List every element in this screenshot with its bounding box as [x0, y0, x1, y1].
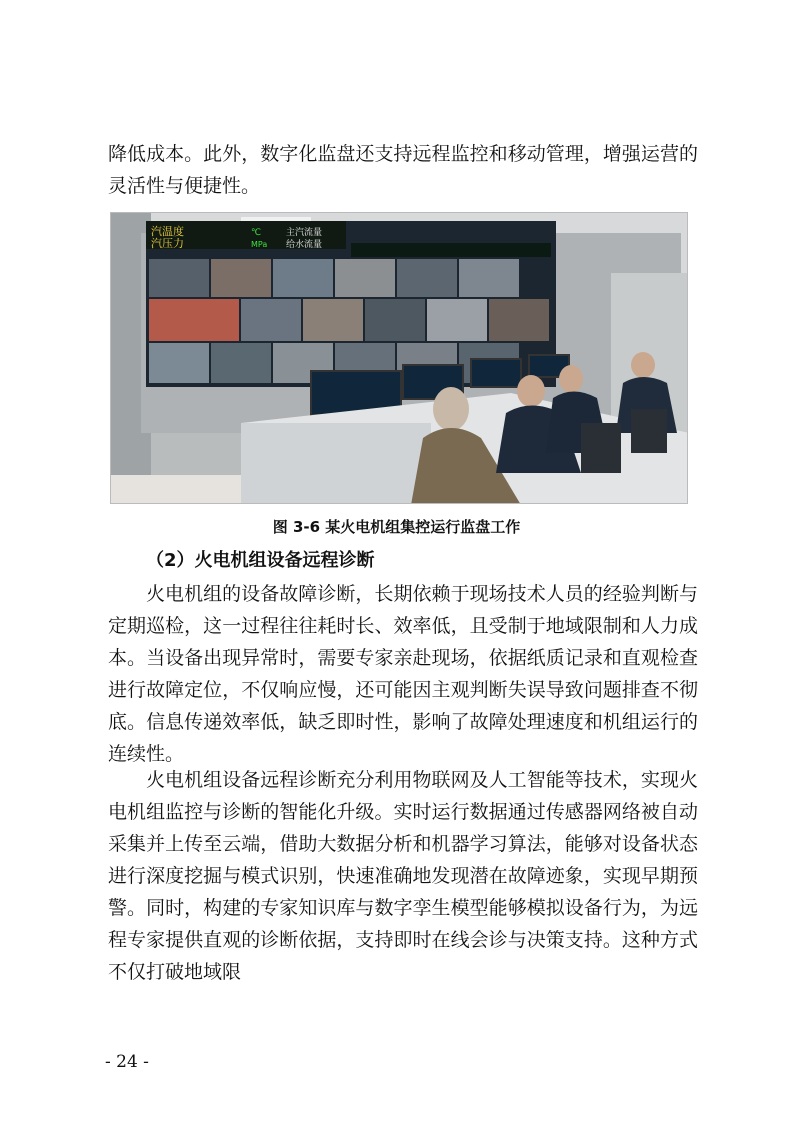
- intro-paragraph: 降低成本。此外，数字化监盘还支持远程监控和移动管理，增强运营的灵活性与便捷性。: [108, 143, 698, 197]
- body-paragraph-1: 火电机组的设备故障诊断，长期依赖于现场技术人员的经验判断与定期巡检，这一过程往往耗时长、效率低，且受制于地域限制和人力成本。当设备出现异常时，需要专家亲赴现场，依据纸质记录和直观检查进行故障定位，不仅响应慢，还可能因主观判断失误导致问题排查不彻底。信息传递效率低，缺乏即时性，影响了故障处理速度和机组运行的连续性。: [108, 583, 698, 765]
- unit-c-label: ℃: [251, 228, 262, 238]
- section-heading: （2）火电机组设备远程诊断: [146, 550, 375, 571]
- steam-pressure-label: 汽压力: [151, 237, 184, 250]
- feed-flow-label: 给水流量: [286, 240, 323, 250]
- figure-caption: 图 3-6 某火电机组集控运行监盘工作: [272, 518, 521, 536]
- control-room-photo: [110, 212, 688, 504]
- main-flow-label: 主汽流量: [286, 228, 323, 238]
- unit-mpa-label: MPa: [251, 240, 268, 249]
- page-number: - 24 -: [105, 1052, 149, 1072]
- steam-temp-label: 汽温度: [151, 225, 184, 238]
- body-paragraph-2: 火电机组设备远程诊断充分利用物联网及人工智能等技术，实现火电机组监控与诊断的智能化升级。实时运行数据通过传感器网络被自动采集并上传至云端，借助大数据分析和机器学习算法，能够对设备状态进行深度挖掘与模式识别，快速准确地发现潜在故障迹象，实现早期预警。同时，构建的专家知识库与数字孪生模型能够模拟设备行为，为远程专家提供直观的诊断依据，支持即时在线会诊与决策支持。这种方式不仅打破地域限: [108, 769, 698, 983]
